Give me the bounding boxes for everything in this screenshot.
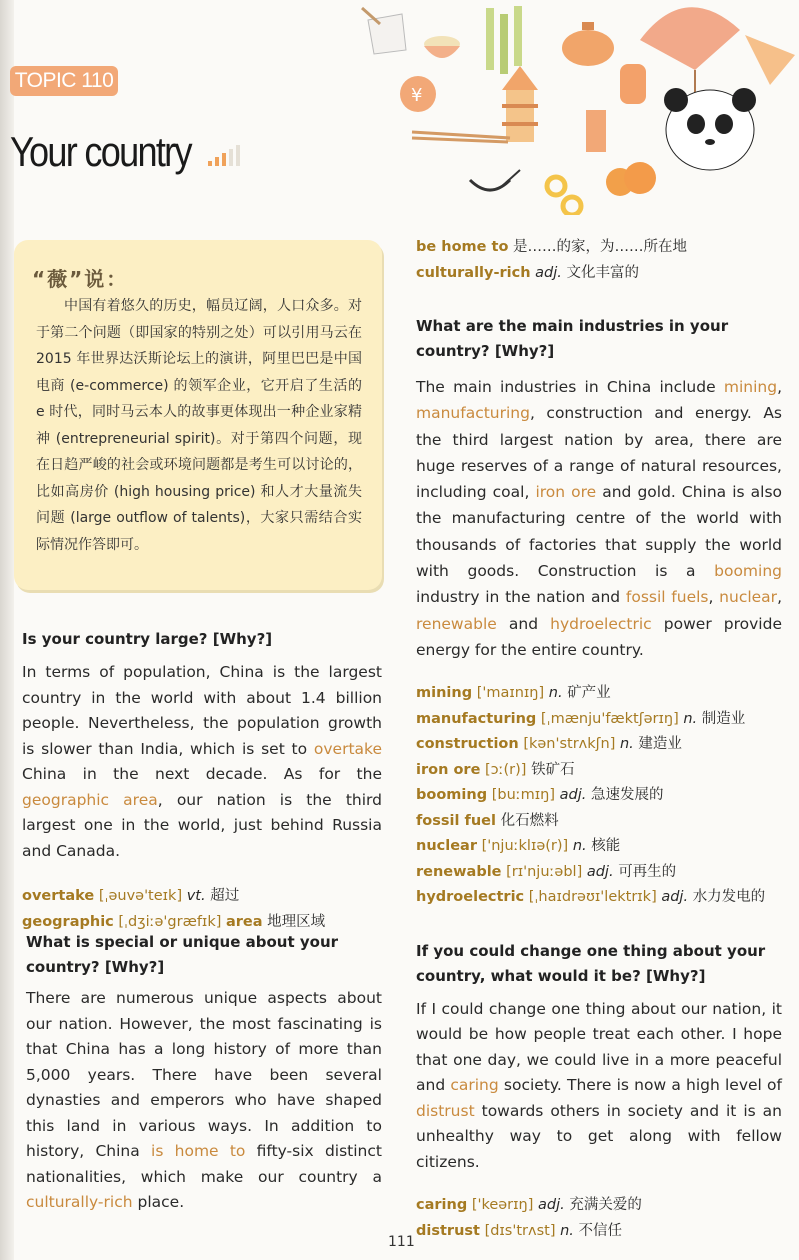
text-span: China in the next decade. As for the bbox=[22, 765, 382, 783]
text-span: 核能 bbox=[591, 838, 621, 855]
text-span: adj. bbox=[537, 1197, 565, 1214]
bamboo-icon bbox=[486, 6, 522, 74]
text-span: n. bbox=[683, 710, 698, 727]
vocab-item bbox=[416, 1219, 782, 1245]
text-span: manufacturing bbox=[416, 404, 530, 423]
vocab-item bbox=[416, 1193, 782, 1219]
text-span: adj. bbox=[559, 787, 587, 804]
text-span: society. There is now a high level of bbox=[498, 1076, 782, 1095]
text-span: 化石燃料 bbox=[500, 812, 559, 829]
text-span: [kən'strʌkʃn] bbox=[523, 736, 616, 753]
vocab-list bbox=[416, 235, 782, 286]
text-span: 是……的家，为……所在地 bbox=[513, 239, 688, 255]
text-span: ['maɪnɪŋ] bbox=[476, 685, 545, 702]
text-span: fossil fuels bbox=[625, 588, 709, 607]
text-span: [ˌdʒiːə'græfɪk] bbox=[118, 913, 222, 930]
text-span: hydroelectric bbox=[416, 889, 525, 906]
text-span: ['keərɪŋ] bbox=[471, 1197, 534, 1214]
text-span: geographic area bbox=[22, 790, 158, 809]
noodle-box-icon bbox=[362, 8, 406, 54]
text-span: renewable bbox=[416, 614, 497, 633]
text-span: 急速发展的 bbox=[590, 787, 664, 804]
vocab-item bbox=[416, 809, 782, 835]
vocab-item bbox=[22, 884, 382, 910]
text-span: If I could change one thing about our nation, it would be how people treat each other. I hope that one day, we could live in a more peaceful and bbox=[416, 999, 782, 1095]
fan-icon bbox=[640, 7, 740, 100]
text-span: mining bbox=[723, 378, 778, 396]
text-span: n. bbox=[548, 685, 563, 702]
text-span: fossil fuel bbox=[416, 812, 496, 829]
text-span: In terms of population, China is the largest country in the world with about 1.4 billion people. Nevertheless, the population growth is slower than India, which is set to bbox=[22, 663, 382, 758]
vocab-item bbox=[416, 681, 782, 707]
oranges-icon bbox=[606, 162, 656, 196]
text-span: ['njuːklɪə(r)] bbox=[481, 838, 569, 855]
text-span: adj. bbox=[586, 863, 614, 880]
text-span: distrust bbox=[416, 1101, 475, 1120]
text-span: and bbox=[496, 614, 551, 633]
panda-icon bbox=[664, 88, 756, 170]
question-heading: What are the main industries in your country? [Why?] bbox=[416, 317, 729, 360]
vocab-item bbox=[416, 885, 782, 911]
china-illustrations bbox=[350, 0, 799, 215]
text-span: The main industries in China include bbox=[416, 378, 724, 396]
answer-text bbox=[416, 374, 782, 663]
topic-badge: TOPIC 110 bbox=[10, 66, 118, 96]
yen-coin-icon bbox=[400, 76, 436, 112]
question-heading: Is your country large? [Why?] bbox=[22, 630, 273, 648]
text-span: and gold. China is also the manufacturing centre of the world with thousands of factories that supply the world with goods. Construction is a bbox=[416, 483, 783, 581]
vocab-item bbox=[416, 707, 782, 733]
text-span: mining bbox=[416, 685, 473, 702]
pagoda-icon bbox=[502, 66, 538, 142]
page-title: Your country bbox=[10, 128, 191, 175]
text-span: 超过 bbox=[210, 888, 240, 904]
rice-bowl-icon bbox=[424, 36, 460, 58]
chopsticks-icon bbox=[412, 132, 510, 142]
text-span: , bbox=[777, 378, 782, 396]
text-span: adj. bbox=[661, 889, 689, 906]
text-span: place. bbox=[132, 1193, 185, 1211]
question-block-1 bbox=[22, 627, 382, 935]
tip-note-body: 中国有着悠久的历史，幅员辽阔，人口众多。对于第二个问题（即国家的特别之处）可以引用马云在 2015 年世界达沃斯论坛上的演讲，阿里巴巴是中国电商 (e-commerce) 的领军企业，它开启了生活的 e 时代，同时马云本人的故事更体现出一种企业家精神 (entrepreneurial spirit)。对于第四个问题，现在日趋严峻的社会或环境问题都是考生可以讨论的，比如高房价 (high housing price) 和人才大量流失问题 (large outflow of talents)，大家只需结合实际情况作答即可。 bbox=[36, 298, 362, 553]
text-span: 水力发电的 bbox=[692, 889, 766, 906]
page-number: 111 bbox=[388, 1234, 415, 1250]
text-span: [ˌmænju'fæktʃərɪŋ] bbox=[540, 710, 679, 727]
text-span: culturally-rich bbox=[26, 1193, 133, 1211]
text-span: 制造业 bbox=[701, 710, 746, 727]
text-span: caring bbox=[416, 1197, 468, 1214]
text-span: [ˌəuvə'teɪk] bbox=[98, 888, 183, 904]
text-span: overtake bbox=[22, 888, 95, 904]
page-binding-edge bbox=[0, 0, 14, 1260]
text-span: , bbox=[777, 588, 782, 607]
text-span: 矿产业 bbox=[567, 685, 611, 702]
text-span: 铁矿石 bbox=[531, 761, 575, 778]
text-span: industry in the nation and bbox=[416, 588, 626, 607]
text-span: area bbox=[225, 913, 263, 930]
text-span: nuclear bbox=[719, 588, 778, 607]
text-span: iron ore bbox=[535, 483, 597, 502]
text-span: , construction and energy. As the third largest nation by area, there are huge reserves of a range of natural resources, including coal, bbox=[416, 404, 782, 502]
vocab-item bbox=[416, 834, 782, 860]
text-span: vt. bbox=[186, 888, 206, 904]
text-span: nuclear bbox=[416, 838, 477, 855]
vocab-item bbox=[416, 758, 782, 784]
text-span: [rɪ'njuːəbl] bbox=[506, 863, 583, 880]
text-span: booming bbox=[714, 562, 782, 581]
text-span: [ɔː(r)] bbox=[485, 761, 527, 778]
coins-icon bbox=[547, 177, 581, 215]
text-span: 充满关爱的 bbox=[569, 1197, 642, 1214]
text-span: geographic bbox=[22, 913, 114, 930]
text-span: 可再生的 bbox=[618, 863, 677, 880]
answer-text bbox=[26, 986, 382, 1216]
answer-text bbox=[22, 660, 382, 864]
vocab-item bbox=[416, 235, 782, 261]
text-span: booming bbox=[416, 787, 488, 804]
text-span: [buːmɪŋ] bbox=[491, 787, 555, 804]
vocab-list bbox=[416, 681, 782, 911]
text-span: manufacturing bbox=[416, 710, 537, 727]
text-span: towards others in society and it is an unhealthy way to get along with fellow citizens. bbox=[416, 1101, 782, 1171]
text-span: overtake bbox=[313, 739, 382, 758]
text-span: caring bbox=[450, 1076, 499, 1095]
lantern-icon bbox=[586, 64, 646, 152]
right-column bbox=[416, 235, 782, 1244]
difficulty-bars-icon bbox=[208, 145, 240, 166]
text-span: n. bbox=[572, 838, 587, 855]
tip-note-title: “薇”说： bbox=[32, 267, 129, 291]
teapot-icon bbox=[562, 22, 614, 66]
vocab-item bbox=[416, 783, 782, 809]
text-span: iron ore bbox=[416, 761, 481, 778]
text-span: be home to bbox=[416, 239, 509, 255]
question-heading: If you could change one thing about your country, what would it be? [Why?] bbox=[416, 941, 766, 985]
text-span: , our nation is the third largest one in the world, just behind Russia and Canada. bbox=[22, 790, 382, 860]
vocab-list bbox=[416, 1193, 782, 1244]
answer-text bbox=[416, 997, 782, 1176]
text-span: [dɪs'trʌst] bbox=[484, 1222, 556, 1239]
text-span: power provide energy for the entire country. bbox=[416, 614, 782, 659]
vocab-item bbox=[416, 860, 782, 886]
text-span: [ˌhaɪdrəʊɪ'lektrɪk] bbox=[528, 889, 657, 906]
text-span: culturally-rich bbox=[416, 264, 531, 281]
text-span: n. bbox=[560, 1222, 574, 1239]
text-span: renewable bbox=[416, 863, 502, 880]
vocab-item bbox=[416, 732, 782, 758]
vocab-list bbox=[22, 884, 382, 935]
hand-fan-icon bbox=[745, 35, 795, 85]
text-span: construction bbox=[416, 736, 519, 753]
text-span: There are numerous unique aspects about our nation. However, the most fascinating is that China has a long history of more than 5,000 years. There have been several dynasties and emperors who have shaped this land in various ways. In addition to history, China bbox=[26, 989, 382, 1160]
text-span: distrust bbox=[416, 1222, 480, 1239]
text-span: , bbox=[708, 588, 720, 607]
text-span: 地理区域 bbox=[267, 913, 326, 930]
text-span: adj. bbox=[535, 264, 562, 281]
text-span: is home to bbox=[151, 1142, 246, 1160]
text-span: fifty-six distinct nationalities, which make our country a bbox=[26, 1142, 382, 1186]
ink-brush-icon bbox=[470, 170, 520, 190]
vocab-item bbox=[416, 261, 782, 287]
text-span: 建造业 bbox=[638, 736, 682, 753]
text-span: 不信任 bbox=[578, 1222, 623, 1239]
svg-text:¥: ¥ bbox=[411, 85, 423, 106]
text-span: hydroelectric bbox=[550, 614, 652, 633]
text-span: n. bbox=[619, 736, 634, 753]
question-block-2 bbox=[26, 930, 382, 1216]
text-span: 文化丰富的 bbox=[566, 264, 639, 281]
question-heading: What is special or unique about your country? [Why?] bbox=[26, 933, 339, 976]
